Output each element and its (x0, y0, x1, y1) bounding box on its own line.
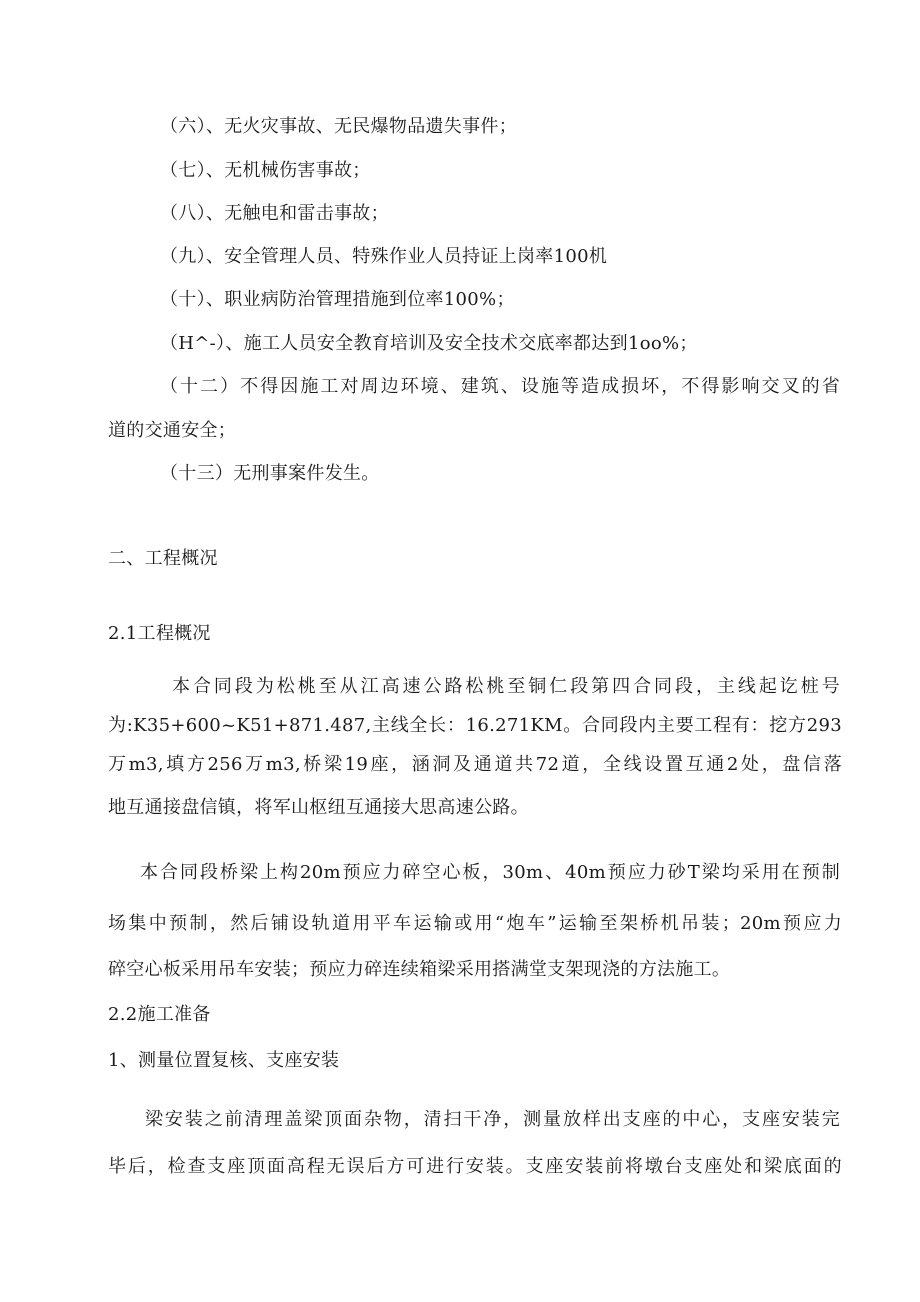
paragraph-1-line-3: 万m3,填方256万m3,桥梁19座，涵洞及通道共72道，全线设置互通2处，盘信落 (108, 754, 842, 775)
goal-item-8: （八）、无触电和雷击事故； (160, 203, 389, 224)
paragraph-2-line-1: 本合同段桥梁上构20m预应力碎空心板，30m、40m预应力砂T梁均采用在预制 (140, 862, 840, 883)
paragraph-1-line-2: 为:K35+600~K51+871.487,主线全长：16.271KM。合同段内主要工程有：挖方293 (108, 715, 842, 736)
goal-item-12: （十二）不得因施工对周边环境、建筑、设施等造成损坏，不得影响交叉的省 (160, 376, 840, 397)
paragraph-3-line-2: 毕后，检查支座顶面高程无误后方可进行安装。支座安装前将墩台支座处和梁底面的 (108, 1156, 842, 1177)
paragraph-3-line-1: 梁安装之前清理盖梁顶面杂物，清扫干净，测量放样出支座的中心，支座安装完 (145, 1109, 840, 1130)
item-1-title: 1、测量位置复核、支座安装 (108, 1050, 340, 1071)
subsection-2-1-title: 2.1工程概况 (108, 623, 211, 644)
goal-item-7: （七）、无机械伤害事故； (160, 160, 371, 181)
paragraph-2-line-2: 场集中预制，然后铺设轨道用平车运输或用“炮车”运输至架桥机吊装；20m预应力 (108, 913, 842, 934)
goal-item-6: （六）、无火灾事故、无民爆物品遗失事件； (160, 116, 517, 137)
goal-item-11: （H^-）、施工人员安全教育培训及安全技术交底率都达到1oo%； (160, 333, 698, 354)
goal-item-12-cont: 道的交通安全； (108, 420, 237, 441)
paragraph-2-line-3: 碎空心板采用吊车安装；预应力碎连续箱梁采用搭满堂支架现浇的方法施工。 (108, 959, 731, 980)
section-title: 二、工程概况 (108, 548, 218, 569)
paragraph-1-line-1: 本合同段为松桃至从江高速公路松桃至铜仁段第四合同段，主线起讫桩号 (172, 676, 840, 697)
goal-item-13: （十三）无刑事案件发生。 (160, 463, 380, 484)
goal-item-10: （十）、职业病防治管理措施到位率100%； (160, 289, 515, 310)
paragraph-1-line-4: 地互通接盘信镇，将军山枢纽互通接大思高速公路。 (108, 797, 529, 818)
subsection-2-2-title: 2.2施工准备 (108, 1004, 211, 1025)
goal-item-9: （九）、安全管理人员、特殊作业人员持证上岗率100机 (160, 246, 608, 267)
